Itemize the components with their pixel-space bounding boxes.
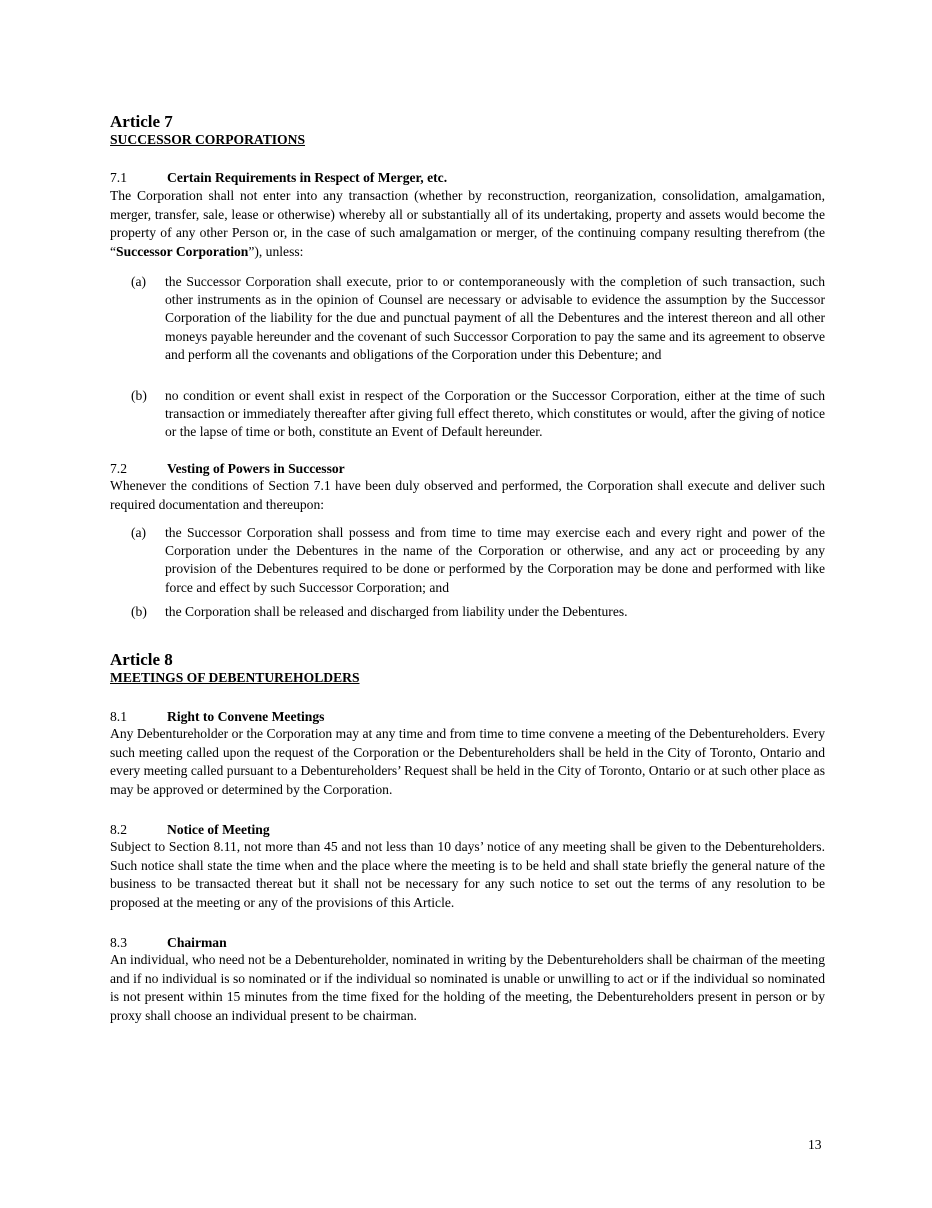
section-8-3-body: An individual, who need not be a Debentureholder, nominated in writing by the Debentureholders shall be chairman of the meeting and if no individual is so nominated or if the individual so nominated is unable or unwilling to act or if the individual so nominated is not present within 15 minutes from the time fixed for the holding of the meeting, the Debentureholders present in person or by proxy shall choose an individual present to be chairman. [110,952,825,1023]
section-number: 8.1 [110,709,127,724]
section-title: Certain Requirements in Respect of Merger, etc. [167,170,448,185]
section-8-2-heading [110,821,270,839]
item-label: (a) [131,274,147,289]
section-7-1-heading [110,169,447,187]
body-text: The Corporation shall not enter into any transaction (whether by reconstruction, reorganization, consolidation, amalgamation, merger, transfer, sale, lease or otherwise) whereby all or substantially all of its undertaking, property and assets would become the property of any other Person or, in the case of such amalgamation or merger, of the continuing company resulting therefrom (the “ [110,188,825,259]
item-label: (b) [131,604,147,619]
body-text: ”), unless: [248,243,304,259]
section-number: 7.1 [110,170,127,185]
section-8-3-heading [110,934,227,952]
article-7-title: Article 7 [110,112,173,131]
defined-term: Successor Corporation [116,243,249,259]
item-label: (b) [131,388,147,403]
section-number: 8.2 [110,822,127,837]
list-item [110,603,825,621]
list-item [110,273,825,364]
section-title: Notice of Meeting [167,822,270,837]
item-text: the Successor Corporation shall possess and from time to time may exercise each and every right and power of the Corporation under the Debentures in the name of the Corporation or otherwise, and any act or proceeding by any provision of the Debentures required to be done or performed by the Corporation may be done and performed with like force and effect by such Successor Corporation; and [165,525,825,595]
page-number: 13 [808,1137,822,1152]
section-title: Chairman [167,935,227,950]
section-8-1-body: Any Debentureholder or the Corporation may at any time and from time to time convene a meeting of the Debentureholders. Every such meeting called upon the request of the Corporation or the Debentureholders shall be held in the City of Toronto, Ontario and every meeting called pursuant to a Debentureholders’ Request shall be held in the City of Toronto, Ontario or at such other place as may be approved or determined by the Corporation. [110,726,825,797]
section-title: Vesting of Powers in Successor [167,461,345,476]
list-item [110,524,825,597]
section-number: 8.3 [110,935,127,950]
list-item [110,387,825,442]
item-label: (a) [131,525,147,540]
article-8-title: Article 8 [110,650,173,669]
section-number: 7.2 [110,461,127,476]
article-7-subtitle: SUCCESSOR CORPORATIONS [110,132,306,147]
section-8-2-body: Subject to Section 8.11, not more than 45 and not less than 10 days’ notice of any meeting shall be given to the Debentureholders. Such notice shall state the time when and the place where the meeting is to be held and shall state briefly the general nature of the business to be transacted thereat but it shall not be necessary for any such notice to set out the terms of any resolution to be proposed at the meeting or any of the provisions of this Article. [110,839,825,910]
section-7-1-body [110,187,825,261]
section-title: Right to Convene Meetings [167,709,325,724]
item-text: the Successor Corporation shall execute, prior to or contemporaneously with the completion of such transaction, such other instruments as in the opinion of Counsel are necessary or advisable to evidence the assumption by the Successor Corporation of the liability for the due and punctual payment of all the Debentures and the interest thereon and all other moneys payable hereunder and the covenant of such Successor Corporation to pay the same and its agreement to observe and perform all the covenants and obligations of the Corporation under this Debenture; and [165,274,825,362]
section-7-2-body: Whenever the conditions of Section 7.1 have been duly observed and performed, the Corporation shall execute and deliver such required documentation and thereupon: [110,478,825,512]
section-8-1-heading [110,708,324,726]
section-7-2-heading [110,460,345,478]
item-text: the Corporation shall be released and discharged from liability under the Debentures. [165,604,628,619]
article-8-subtitle: MEETINGS OF DEBENTUREHOLDERS [110,670,360,685]
item-text: no condition or event shall exist in respect of the Corporation or the Successor Corporation, either at the time of such transaction or immediately thereafter after giving full effect thereto, which constitutes or would, after the giving of notice or the lapse of time or both, constitute an Event of Default hereunder. [165,388,825,440]
